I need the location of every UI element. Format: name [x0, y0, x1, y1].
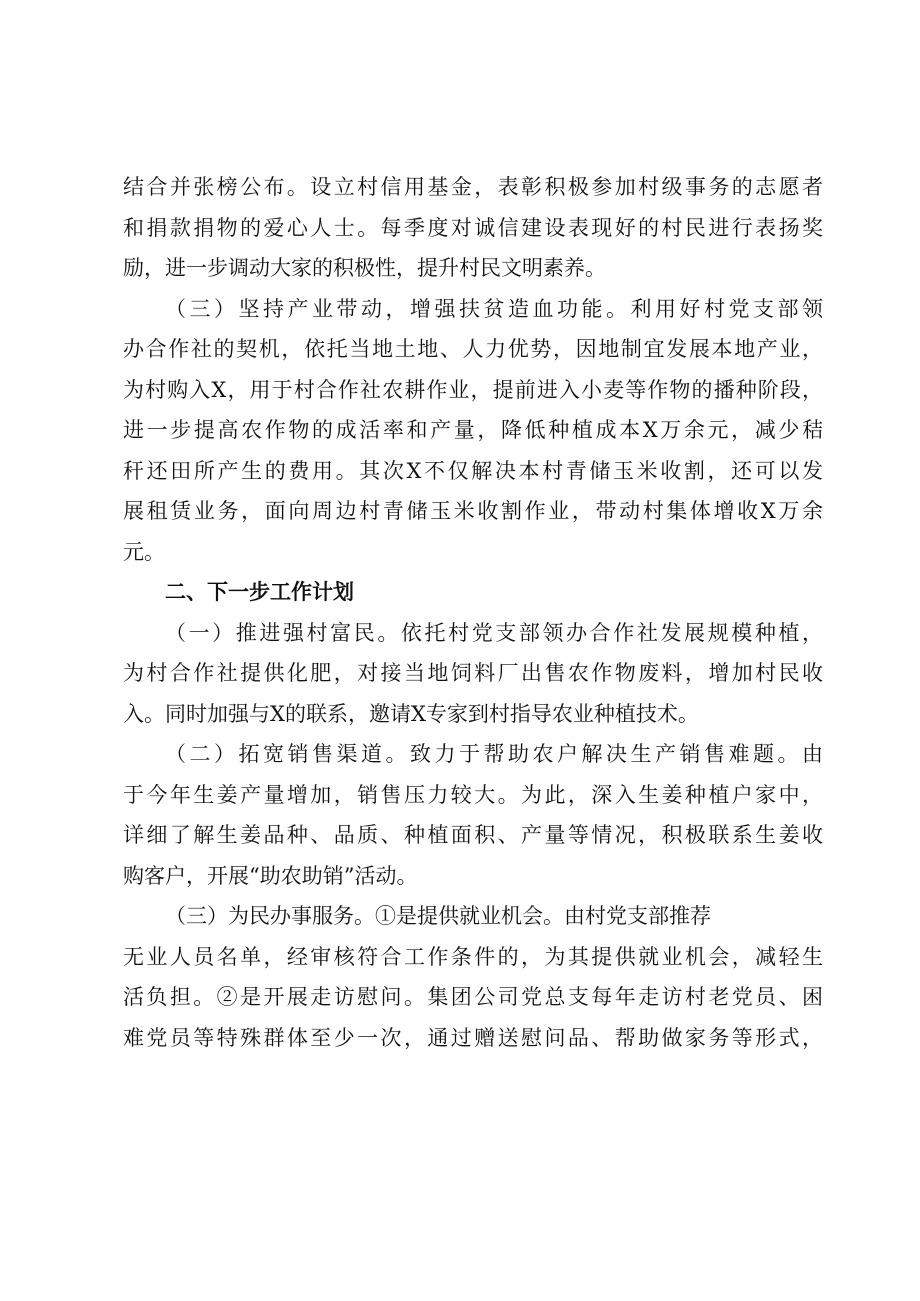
text-line: （三）坚持产业带动，增强扶贫造血功能。利用好村党支部领 — [165, 296, 823, 321]
paragraph-credit-fund — [123, 167, 823, 289]
paragraph-public-service — [123, 896, 823, 1058]
text-line: （一）推进强村富民。依托村党支部领办合作社发展规模种植， — [165, 620, 823, 645]
text-line: 秆还田所产生的费用。其次X不仅解决本村青储玉米收割，还可以发 — [123, 458, 823, 483]
paragraph-sales-channels — [123, 734, 823, 896]
document-body — [123, 167, 823, 1058]
text-line: 无业人员名单，经审核符合工作条件的，为其提供就业机会，减轻生 — [123, 944, 823, 969]
text-line: 详细了解生姜品种、品质、种植面积、产量等情况，积极联系生姜收 — [123, 823, 823, 847]
text-line: 元。 — [123, 539, 165, 564]
text-line: （三）为民办事服务。①是提供就业机会。由村党支部推荐 — [165, 904, 711, 928]
text-line: 进一步提高农作物的成活率和产量，降低种植成本X万余元，减少秸 — [123, 418, 823, 442]
text-line: 励，进一步调动大家的积极性，提升村民文明素养。 — [123, 256, 606, 280]
text-line: 入。同时加强与X的联系，邀请X专家到村指导农业种植技术。 — [123, 701, 699, 726]
text-line: 为村合作社提供化肥，对接当地饲料厂出售农作物废料，增加村民收 — [123, 661, 823, 685]
paragraph-strengthen-village — [123, 613, 823, 735]
text-line: 办合作社的契机，依托当地土地、人力优势，因地制宜发展本地产业， — [123, 337, 823, 361]
text-line: 于今年生姜产量增加，销售压力较大。为此，深入生姜种植户家中， — [123, 782, 823, 807]
text-line: 为村购入X，用于村合作社农耕作业，提前进入小麦等作物的播种阶段， — [123, 377, 823, 402]
text-line: （二）拓宽销售渠道。致力于帮助农户解决生产销售难题。由 — [165, 742, 823, 766]
text-line: 难党员等特殊群体至少一次，通过赠送慰问品、帮助做家务等形式， — [123, 1025, 823, 1050]
text-line: 购客户，开展“助农助销”活动。 — [123, 863, 418, 888]
text-line: 结合并张榜公布。设立村信用基金，表彰积极参加村级事务的志愿者 — [123, 175, 823, 199]
text-line: 和捐款捐物的爱心人士。每季度对诚信建设表现好的村民进行表扬奖 — [123, 215, 823, 240]
text-line: 活负担。②是开展走访慰问。集团公司党总支每年走访村老党员、困 — [123, 985, 823, 1009]
section-heading-next-plan: 二、下一步工作计划 — [165, 580, 354, 604]
text-line: 展租赁业务，面向周边村青储玉米收割作业，带动村集体增收X万余 — [123, 499, 823, 523]
paragraph-industry-driven — [123, 289, 823, 573]
